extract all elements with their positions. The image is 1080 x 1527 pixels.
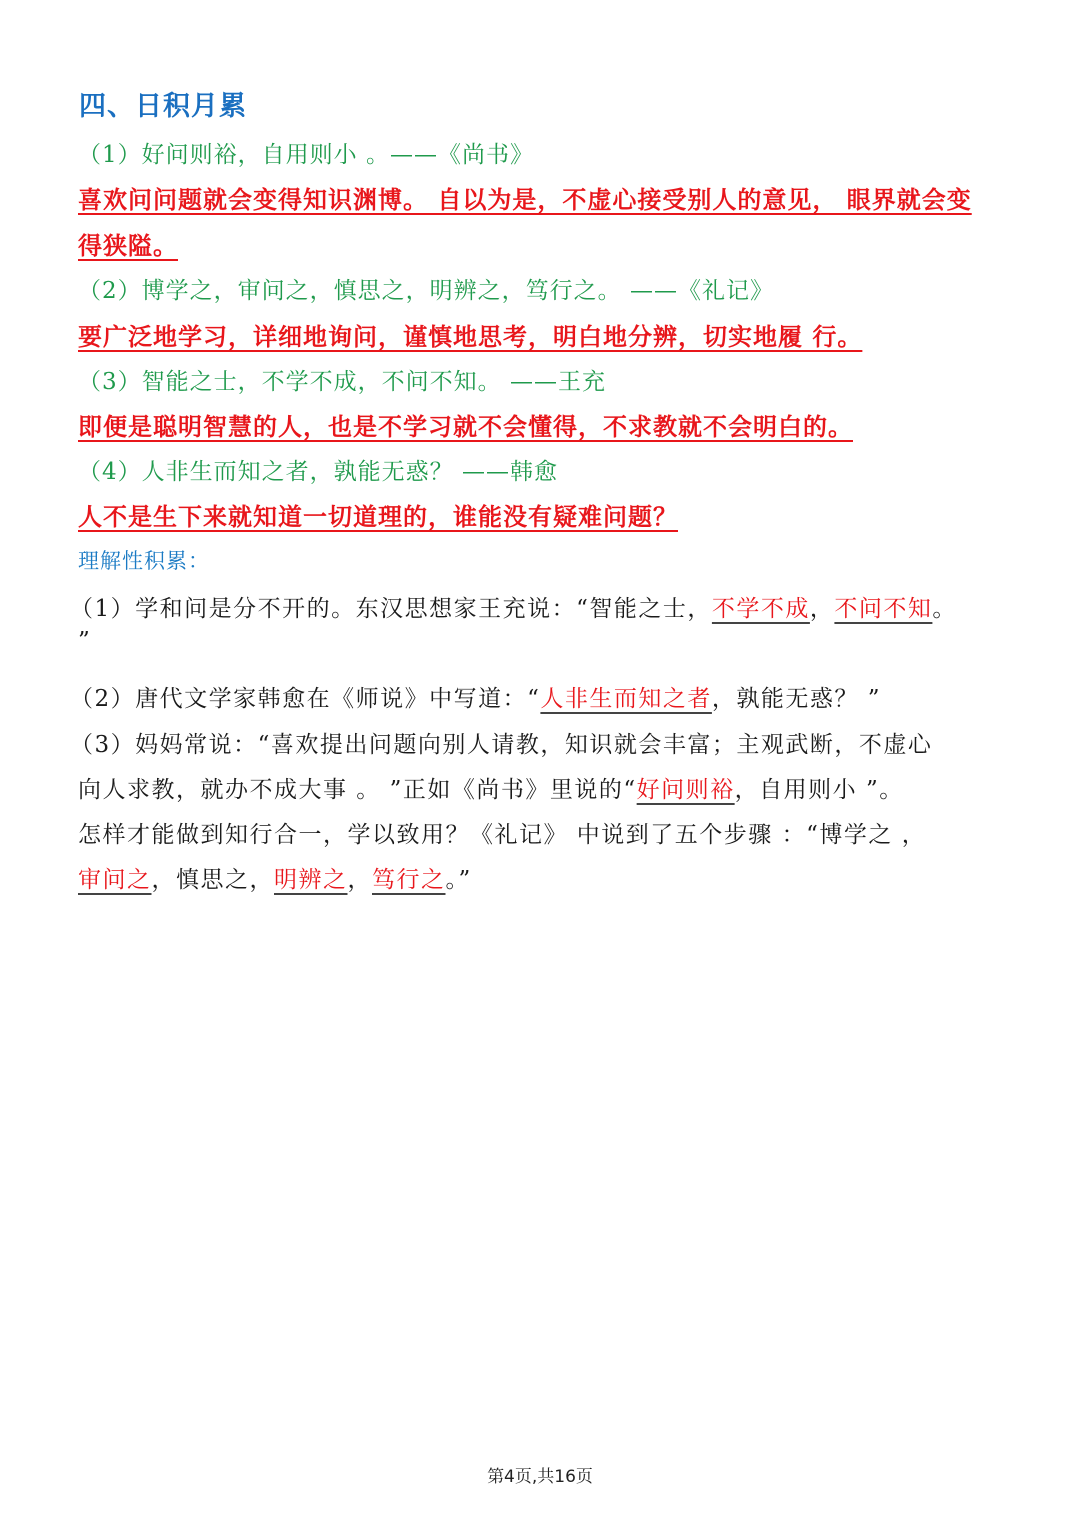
exercise-2-answer-1: 人非生而知之者 (540, 686, 712, 712)
exercise-3-sep-2: ， (347, 867, 372, 893)
exercise-3-answer-2: 审问之 (78, 867, 152, 893)
quote-3-source: （3）智能之士，不学不成，不问不知。 ——王充 (78, 369, 606, 395)
exercise-2-pre: （2）唐代文学家韩愈在《师说》中写道：“ (70, 686, 541, 712)
exercise-2-line (70, 680, 881, 713)
exercise-1-line-2: ” (78, 628, 92, 654)
quote-1-meaning-line-1: 喜欢问问题就会变得知识渊博。 自以为是，不虚心接受别人的意见， 眼界就会变 (78, 185, 972, 214)
exercise-1-mid: ， (809, 596, 835, 622)
exercise-3-answer-3: 明辨之 (274, 867, 348, 893)
quote-2-meaning: 要广泛地学习，详细地询问，谨慎地思考，明白地分辨，切实地履 行。 (78, 322, 863, 351)
exercise-3-line-2-post: ，自用则小 ”。 (734, 777, 904, 803)
quote-4-meaning: 人不是生下来就知道一切道理的，谁能没有疑难问题？ (78, 502, 678, 531)
quote-3-meaning: 即便是聪明智慧的人，也是不学习就不会懂得，不求教就不会明白的。 (78, 412, 853, 441)
exercise-3-line-4 (78, 861, 472, 894)
page-footer: 第4页,共16页 (487, 1467, 593, 1487)
quote-4-source: （4）人非生而知之者，孰能无惑？ ——韩愈 (78, 459, 558, 485)
quote-1-source: （1）好问则裕，自用则小 。——《尚书》 (78, 142, 534, 168)
section-title: 四、日积月累 (79, 91, 247, 122)
exercise-1-answer-1: 不学不成 (711, 596, 810, 622)
exercise-1-pre: （1）学和问是分不开的。东汉思想家王充说：“智能之士， (70, 596, 712, 622)
exercise-3-line-2-pre: 向人求教，就办不成大事 。 ”正如《尚书》里说的“ (78, 777, 637, 803)
exercise-3-line-1: （3）妈妈常说：“喜欢提出问题向别人请教，知识就会丰富；主观武断，不虚心 (70, 732, 933, 758)
exercise-1-answer-2: 不问不知 (834, 596, 933, 622)
exercise-3-line-2 (78, 771, 904, 804)
exercise-2-post: ，孰能无惑？ ” (711, 686, 881, 712)
exercise-3-line-3: 怎样才能做到知行合一，学以致用？《礼记》 中说到了五个步骤 ：“博学之 ， (78, 822, 927, 848)
quote-2-source: （2）博学之，审问之，慎思之，明辨之，笃行之。 ——《礼记》 (78, 278, 774, 304)
exercise-1-post: 。 (932, 596, 957, 622)
exercise-3-answer-4: 笃行之 (372, 867, 446, 893)
exercise-3-answer-1: 好问则裕 (636, 777, 735, 803)
exercise-3-sep-1: ，慎思之， (151, 867, 274, 893)
exercise-3-end: 。” (445, 867, 472, 893)
quote-1-meaning-line-2: 得狭隘。 (78, 231, 178, 260)
subheading: 理解性积累： (78, 549, 210, 573)
exercise-1-line-1 (70, 590, 957, 623)
